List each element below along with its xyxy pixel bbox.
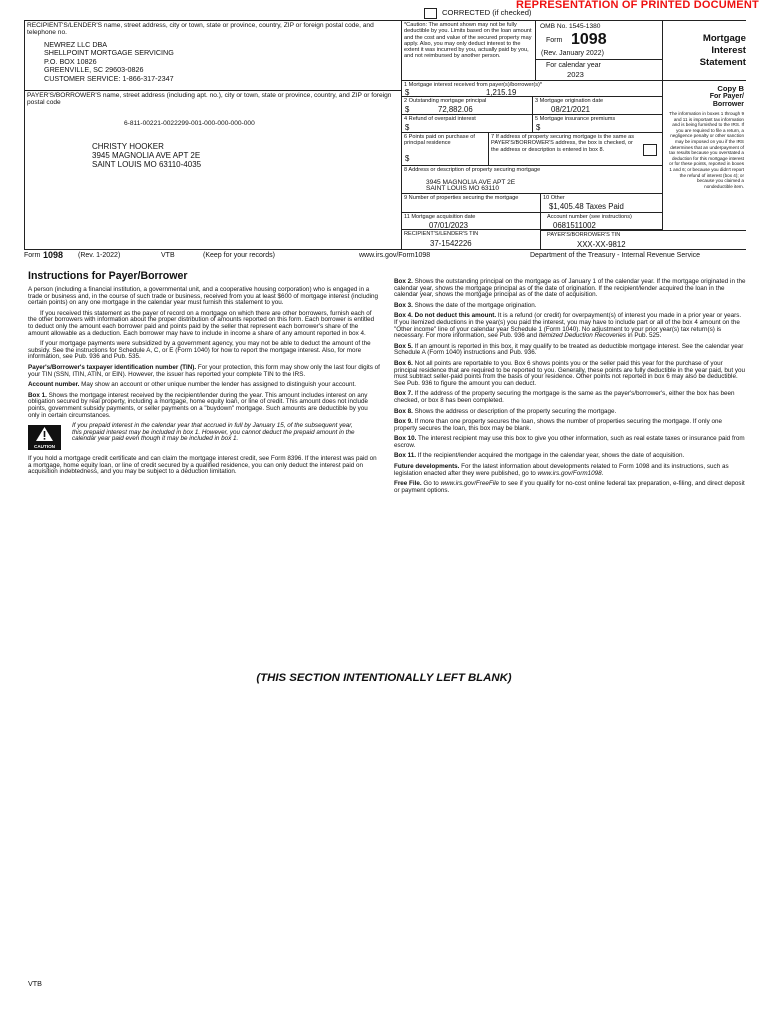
box6-label: 6 Points paid on purchase of principal residence — [404, 134, 475, 147]
copy-b-note: The information in boxes 1 through 9 and 11 is important tax information and is being furnished to the IRS. If you are required to file a return, a negligence penalty or other sanction may be imposed on you if the IRS determines that an underpayment of tax results because you overstated a deduction for this mortgage interest or for these points, reported in boxes 1 and 6; or because you didn't report the refund of interest (box 4); or because you claimed a nondeductible item. — [669, 111, 744, 189]
box3-label: 3 Mortgage origination date — [535, 98, 604, 104]
instr-para-general: A person (including a financial institution, a governmental unit, and a cooperative housing corporation) who is engaged in a trade or business and, in the course of such trade or business, received from you at least $600 of mortgage interest (including certain points) on any one mortgage in the calendar year must furnish this statement to you. — [28, 286, 379, 307]
caution-icon — [28, 425, 61, 450]
footer-revision: (Rev. 1-2022) — [78, 252, 121, 259]
footer-code: VTB — [161, 252, 175, 259]
account-number-value: 0681511002 — [553, 221, 596, 230]
account-number-box — [541, 213, 663, 230]
box3 — [533, 97, 663, 115]
box9-label: 9 Number of properties securing the mortgage — [404, 195, 519, 201]
payer-tin-value: XXX-XX-9812 — [577, 240, 626, 249]
payer-tin-box — [541, 230, 746, 250]
box6 — [402, 133, 489, 166]
instructions-heading: Instructions for Payer/Borrower — [28, 270, 188, 282]
instr-box1-heading: Box 1. — [28, 391, 47, 399]
box9 — [402, 194, 541, 213]
copy-b-label: Copy B — [717, 84, 744, 93]
title-box — [663, 20, 746, 80]
instr-para-freefile: Free File. Go to www.irs.gov/FreeFile to see if you qualify for no-cost online federal tax preparation, e-filing, and direct deposit or payment options. — [394, 480, 745, 494]
instr-para-tin: Payer's/Borrower's taxpayer identification number (TIN). For your protection, this form may show only the last four digits of your TIN (SSN, ITIN, ATIN, or EIN). However, the issuer has reported your complete TIN to the IRS. — [28, 363, 380, 378]
box1-value: 1,215.19 — [486, 88, 517, 97]
caution-box — [402, 20, 536, 80]
box11-value: 07/01/2023 — [429, 221, 469, 230]
box2-dollar: $ — [405, 105, 410, 114]
corrected-label: CORRECTED (if checked) — [442, 8, 532, 17]
lender-tin-box — [402, 230, 541, 250]
caution-block — [28, 423, 380, 453]
box8 — [402, 166, 663, 194]
box1 — [402, 80, 663, 97]
lender-box — [24, 20, 402, 91]
copy-b-box — [663, 80, 746, 230]
representation-banner: REPRESENTATION OF PRINTED DOCUMENT — [516, 0, 759, 11]
box8-label: 8 Address or description of property securing mortgage — [404, 167, 541, 173]
instructions-right-column — [394, 279, 746, 498]
box7-label: 7 If address of property securing mortgage is the same as PAYER'S/BORROWER'S address, the box is checked, or the address or description is entered in box 8. — [491, 134, 635, 153]
instr-para-box5: Box 5. If an amount is reported in this box, it may qualify to be treated as deductible mortgage interest. See the calendar year Schedule A (Form 1040) instructions and Pub. 936. — [394, 342, 744, 357]
instr-para-box10: Box 10. The interest recipient may use this box to give you other information, such as real estate taxes or insurance paid from escrow. — [394, 435, 745, 449]
instr-para-subsidy: If your mortgage payments were subsidized by a government agency, you may not be able to deduct the amount of the subsidy. See the instructions for Schedule A, C, or E (Form 1040) for how to report the mortgage interest. Also, for more information, see Pub. 936 and Pub. 535. — [28, 340, 371, 361]
box7-checkbox[interactable] — [643, 144, 657, 156]
instr-para-future: Future developments. For the latest information about developments related to Form 1098 and its instructions, such as legislation enacted after they were published, go to www.irs.gov/Form1098. — [394, 463, 729, 477]
box11 — [402, 213, 541, 230]
lender-tin-value: 37-1542226 — [430, 239, 472, 248]
account-number-label: Account number (see instructions) — [547, 214, 632, 220]
instr-tin-heading: Payer's/Borrower's taxpayer identification number (TIN). — [28, 363, 197, 371]
form-id-box — [536, 20, 663, 80]
form-number: 1098 — [571, 31, 607, 48]
freefile-link[interactable]: www.irs.gov/FreeFile — [440, 480, 499, 488]
instr-para-other-borrowers: If you received this statement as the payer of record on a mortgage on which there are other borrowers, furnish each of the other borrowers with information about the proper distribution of amounts reported on this form. Each borrower is entitled to deduct only the amount each borrower paid and points paid by the seller that represent each borrower's share of the amount allowable as a deduction. Each borrower may have to include in income a share of any amount reported in box 4. — [28, 309, 375, 337]
calendar-year: 2023 — [567, 70, 584, 79]
box10-label: 10 Other — [543, 195, 565, 201]
form1098-link[interactable]: www.irs.gov/Form1098 — [537, 469, 602, 477]
box8-address: 3945 MAGNOLIA AVE APT 2E SAINT LOUIS MO 63110 — [426, 179, 516, 193]
box2-label: 2 Outstanding mortgage principal — [404, 98, 487, 104]
instr-para-box11: Box 11. If the recipient/lender acquired the mortgage in the calendar year, shows the date of acquisition. — [394, 452, 685, 460]
lender-name-address: NEWREZ LLC DBA SHELLPOINT MORTGAGE SERVICING P.O. BOX 10826 GREENVILLE, SC 29603-0826 CUSTOMER SERVICE: 1-866-317-2347 — [44, 40, 174, 83]
payer-tin-label: PAYER'S/BORROWER'S TIN — [547, 232, 621, 238]
box1-label: 1 Mortgage interest received from payer(s)/borrower(s)* — [404, 82, 543, 88]
lender-tin-label: RECIPIENT'S/LENDER'S TIN — [404, 231, 479, 237]
payer-account-line: 6-811-00221-0022299-001-000-000-000-000 — [124, 120, 255, 127]
box2 — [402, 97, 533, 115]
box4 — [402, 115, 533, 133]
instr-para-box9: Box 9. If more than one property secures the loan, shows the number of properties securing the mortgage. If only one property secures the loan, this box may be blank. — [394, 418, 722, 432]
box10 — [541, 194, 663, 213]
instr-para-account: Account number. May show an account or other unique number the lender has assigned to distinguish your account. — [28, 381, 356, 389]
instr-para-box4: Box 4. Do not deduct this amount. It is a refund (or credit) for overpayment(s) of interest you made in a prior year or years. If you itemized deductions in the year(s) you paid the interest, you may have to include part or all of the box 4 amount on the "Other income" line of your calendar year Schedule 1 (Form 1040). No adjustment to your prior year(s) tax return(s) is necessary. For more information, see Pub. 936 and Itemized Deduction Recoveries in Pub. 525. — [394, 312, 742, 340]
instr-para-box2: Box 2. Shows the outstanding principal on the mortgage as of January 1 of the calendar year. If the mortgage originated in the calendar year, shows the mortgage principal as of the date of origination. If the recipient/lender acquired the loan in the calendar year, shows the mortgage principal as of the date of acquisition. — [394, 278, 746, 299]
form-word: Form — [546, 37, 563, 44]
lender-label: RECIPIENT'S/LENDER'S name, street address, city or town, state or province, country, ZIP or foreign postal code, and telephone no. — [27, 22, 374, 37]
instr-para-credit-certificate: If you hold a mortgage credit certificate and can claim the mortgage interest credit, see Form 8396. If the interest was paid on a mortgage, home equity loan, or line of credit secured by a qualified residence, you can only deduct the interest paid on acquisition indebtedness, and you may be subject to a deduction limitation. — [28, 455, 377, 476]
corrected-checkbox[interactable] — [424, 8, 437, 19]
box5 — [533, 115, 663, 133]
footer-keep-note: (Keep for your records) — [203, 252, 275, 259]
instr-account-heading: Account number. — [28, 381, 80, 389]
copy-for-label: For Payer/ Borrower — [709, 93, 744, 108]
footer-form-label: Form — [24, 252, 41, 259]
caution-icon-label: CAUTION — [34, 444, 55, 450]
box5-label: 5 Mortgage insurance premiums — [535, 116, 616, 122]
footer-department: Department of the Treasury - Internal Revenue Service — [530, 252, 701, 259]
omb-number: OMB No. 1545-1380 — [540, 23, 601, 30]
intentionally-blank-notice: (THIS SECTION INTENTIONALLY LEFT BLANK) — [256, 672, 512, 684]
payer-label: PAYER'S/BORROWER'S name, street address (including apt. no.), city or town, state or province, country, and ZIP or foreign postal code — [27, 92, 392, 107]
box11-label: 11 Mortgage acquisition date — [404, 214, 476, 220]
instr-para-box7: Box 7. If the address of the property securing the mortgage is the same as the payer's/borrower's, either the box has been checked, or box 8 has been completed. — [394, 390, 735, 404]
bottom-vendor-code: VTB — [28, 979, 42, 988]
instructions-left-column — [28, 287, 380, 480]
box1-dollar: $ — [405, 88, 410, 97]
form-title: Mortgage Interest Statement — [699, 33, 746, 68]
footer-irs-url[interactable]: www.irs.gov/Form1098 — [359, 252, 431, 259]
caution-box-text: *Caution: The amount shown may not be fully deductible by you. Limits based on the loan amount and the cost and value of the secured property may apply. Also, you may only deduct interest to the extent it was incurred by you, actually paid by you, and not reimbursed by another person. — [404, 22, 532, 60]
box5-dollar: $ — [536, 123, 541, 132]
instr-para-box3: Box 3. Shows the date of the mortgage origination. — [394, 301, 537, 309]
instr-para-box8: Box 8. Shows the address or description of the property securing the mortgage. — [394, 407, 617, 415]
form-revision: (Rev. January 2022) — [541, 50, 604, 57]
instr-para-box1: Box 1. Shows the mortgage interest received by the recipient/lender during the year. This amount includes interest on any obligation secured by real property, including a mortgage, home equity loan, or line of credit. This amount does not include points, government subsidy payments, or seller payments on a "buydown" mortgage. Such amounts are deductible by you only in certain circumstances. — [28, 391, 368, 419]
box2-value: 72,882.06 — [438, 105, 473, 114]
payer-name-address: CHRISTY HOOKER 3945 MAGNOLIA AVE APT 2E SAINT LOUIS MO 63110-4035 — [92, 142, 202, 169]
box3-value: 08/21/2021 — [551, 105, 591, 114]
box7 — [489, 133, 663, 166]
instr-para-box6: Box 6. Not all points are reportable to you. Box 6 shows points you or the seller paid this year for the purchase of your principal residence that are required to be reported to you. Generally, these points are fully deductible in the year paid, but you must subtract seller-paid points from the basis of your residence. Other points not reported in box 6 may also be deductible. See Pub. 936 to figure the amount you can deduct. — [394, 359, 745, 387]
box4-label: 4 Refund of overpaid interest — [404, 116, 476, 122]
caution-text: If you prepaid interest in the calendar year that accrued in full by January 15, of the subsequent year, this prepaid interest may be included in box 1. However, you cannot deduct the prepaid amount in the calendar year paid even though it may be included in box 1. — [72, 422, 355, 443]
payer-box — [24, 91, 402, 250]
box4-dollar: $ — [405, 123, 410, 132]
box10-value: $1,405.48 Taxes Paid — [549, 202, 624, 211]
calendar-year-label: For calendar year — [546, 62, 601, 69]
box6-dollar: $ — [405, 154, 410, 163]
footer-form-number: 1098 — [43, 250, 64, 260]
